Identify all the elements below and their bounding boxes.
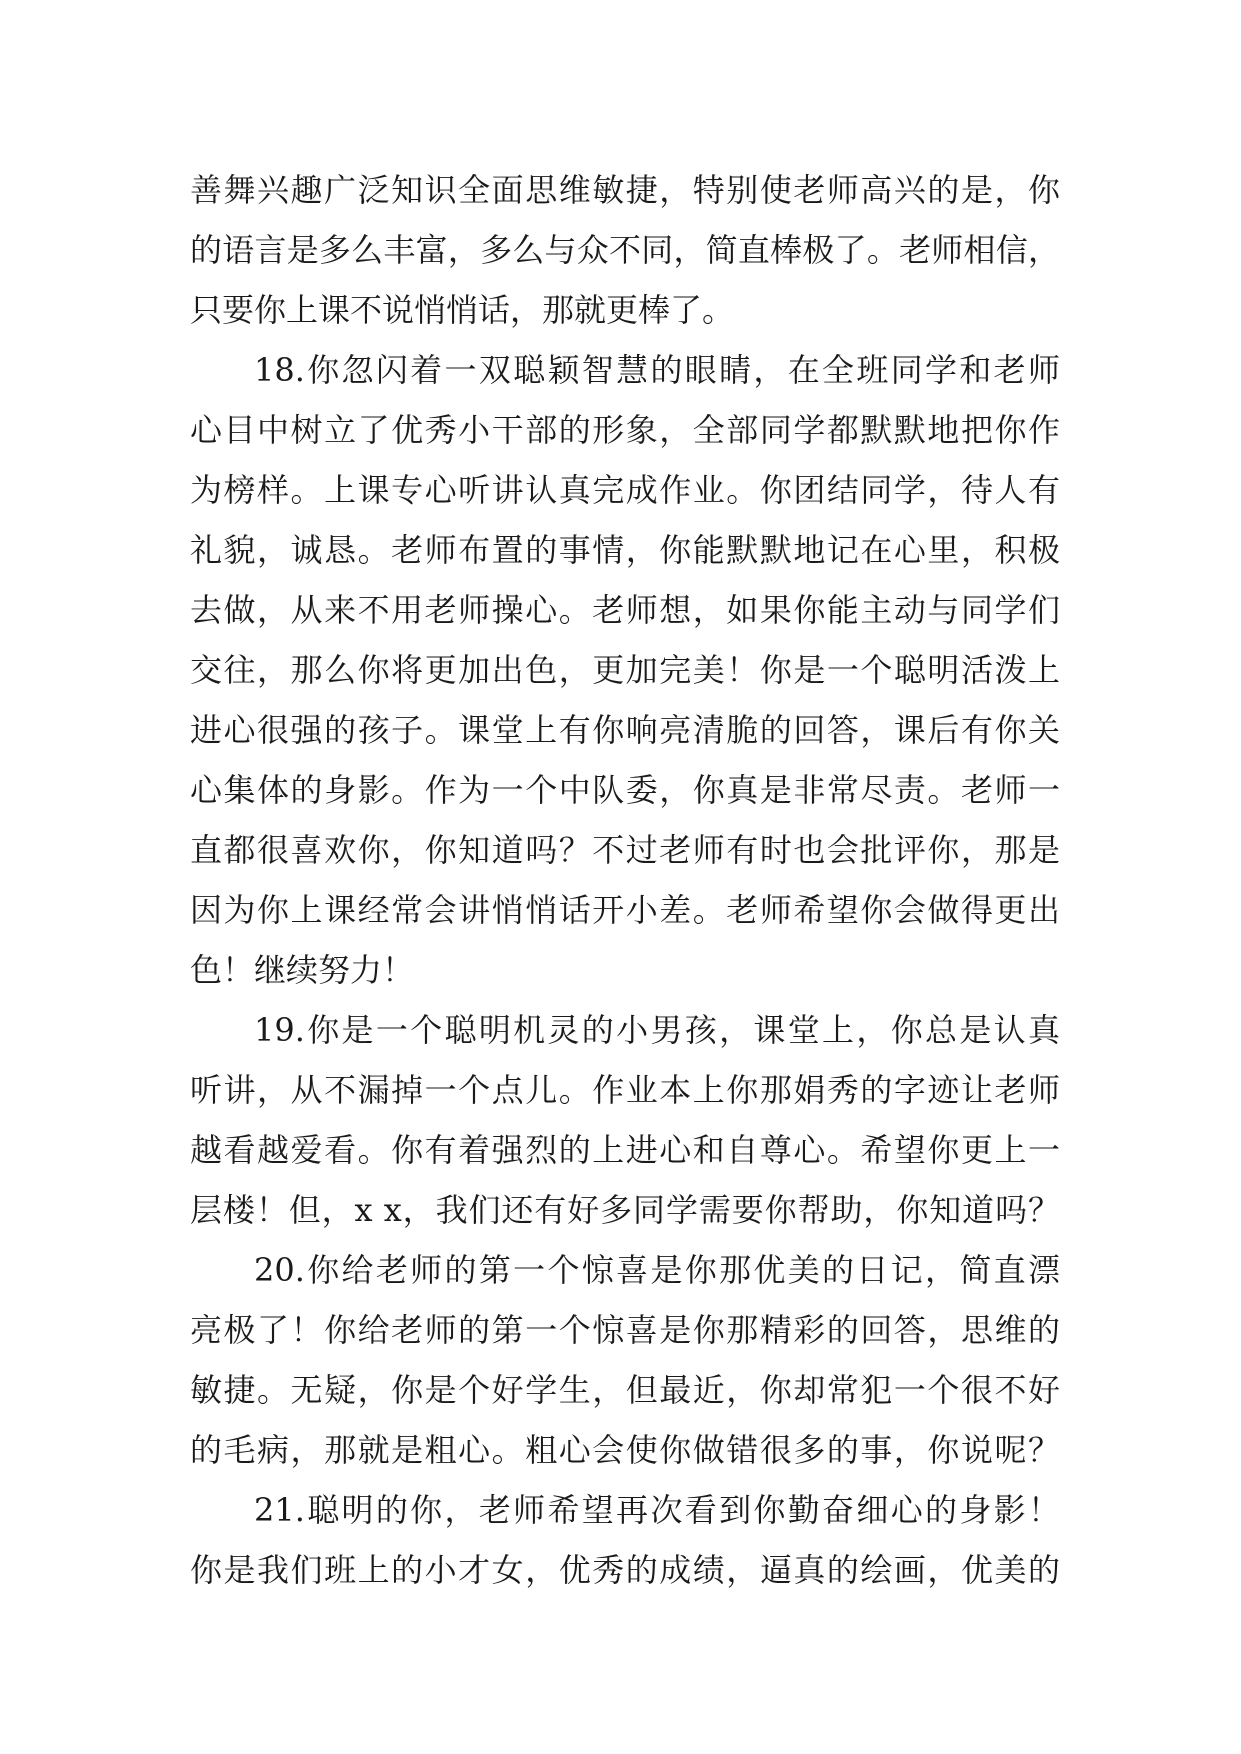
text-line: 的毛病，那就是粗心。粗心会使你做错很多的事，你说呢？ xyxy=(190,1431,1060,1469)
text-line: 色！继续努力！ xyxy=(190,951,415,989)
text-line: 礼貌，诚恳。老师布置的事情，你能默默地记在心里，积极 xyxy=(190,531,1060,569)
text-line: 善舞兴趣广泛知识全面思维敏捷，特别使老师高兴的是，你 xyxy=(190,171,1060,209)
text-line: 敏捷。无疑，你是个好学生，但最近，你却常犯一个很不好 xyxy=(190,1371,1060,1409)
text-line: 18.你忽闪着一双聪颖智慧的眼睛，在全班同学和老师 xyxy=(254,351,1060,389)
text-line: 心集体的身影。作为一个中队委，你真是非常尽责。老师一 xyxy=(190,771,1060,809)
text-line: 交往，那么你将更加出色，更加完美！你是一个聪明活泼上 xyxy=(190,651,1060,689)
text-line: 的语言是多么丰富，多么与众不同，简直棒极了。老师相信， xyxy=(190,231,1060,269)
document-body xyxy=(190,160,1060,1600)
text-line: 层楼！但，x x，我们还有好多同学需要你帮助，你知道吗？ xyxy=(190,1191,1060,1229)
text-line: 心目中树立了优秀小干部的形象，全部同学都默默地把你作 xyxy=(190,411,1060,449)
text-line: 20.你给老师的第一个惊喜是你那优美的日记，简直漂 xyxy=(254,1251,1060,1289)
text-line: 只要你上课不说悄悄话，那就更棒了。 xyxy=(190,291,735,329)
text-line: 去做，从来不用老师操心。老师想，如果你能主动与同学们 xyxy=(190,591,1060,629)
text-line: 听讲，从不漏掉一个点儿。作业本上你那娟秀的字迹让老师 xyxy=(190,1071,1060,1109)
text-line: 19.你是一个聪明机灵的小男孩，课堂上，你总是认真 xyxy=(254,1011,1060,1049)
text-line: 亮极了！你给老师的第一个惊喜是你那精彩的回答，思维的 xyxy=(190,1311,1060,1349)
text-line: 进心很强的孩子。课堂上有你响亮清脆的回答，课后有你关 xyxy=(190,711,1060,749)
text-line: 直都很喜欢你，你知道吗？不过老师有时也会批评你，那是 xyxy=(190,831,1060,869)
text-line: 你是我们班上的小才女，优秀的成绩，逼真的绘画，优美的 xyxy=(190,1551,1060,1589)
text-line: 为榜样。上课专心听讲认真完成作业。你团结同学，待人有 xyxy=(190,471,1060,509)
text-line: 因为你上课经常会讲悄悄话开小差。老师希望你会做得更出 xyxy=(190,891,1060,929)
text-line: 越看越爱看。你有着强烈的上进心和自尊心。希望你更上一 xyxy=(190,1131,1060,1169)
text-line: 21.聪明的你，老师希望再次看到你勤奋细心的身影！ xyxy=(254,1491,1060,1529)
